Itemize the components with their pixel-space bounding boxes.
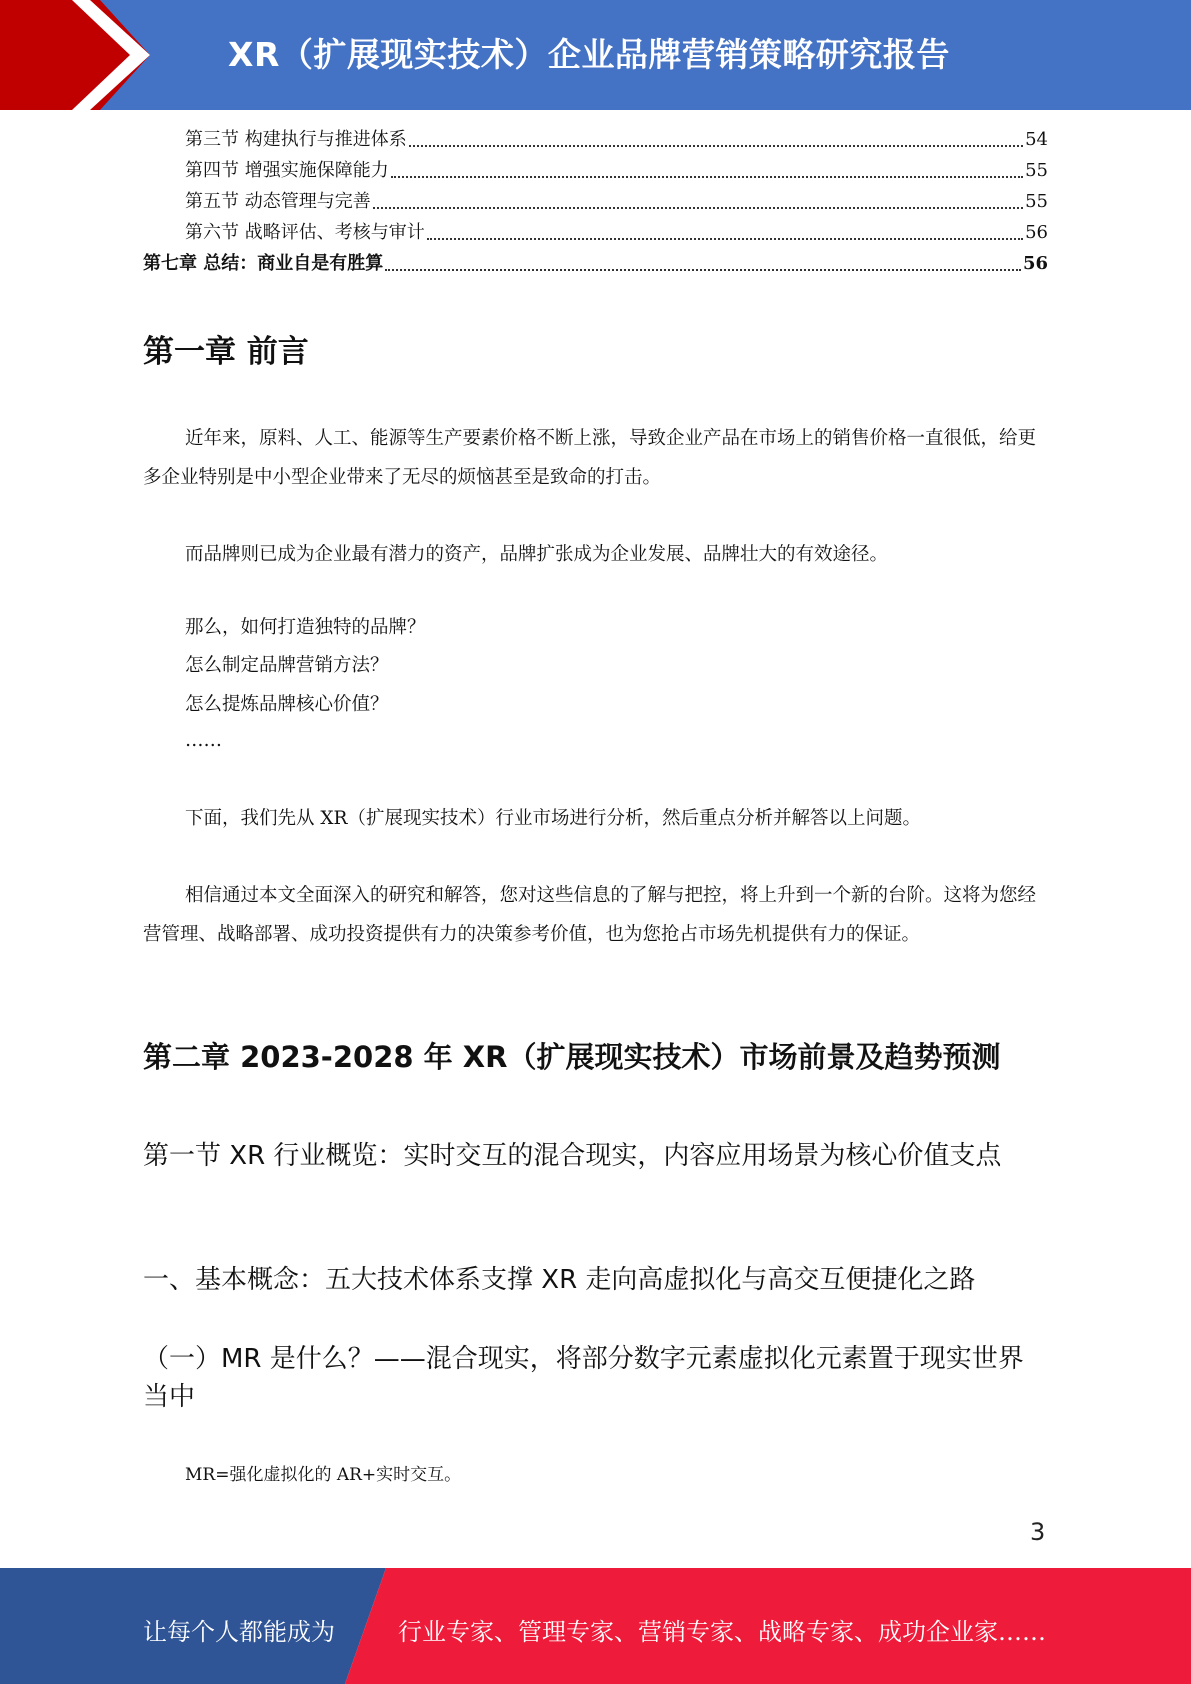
toc-entry-page: 55 [1025,160,1048,181]
page-number: 3 [1030,1518,1046,1546]
chapter-1-paragraph-4: 相信通过本文全面深入的研究和解答，您对这些信息的了解与把控，将上升到一个新的台阶。这将为您经营管理、战略部署、成功投资提供有力的决策参考价值，也为您抢占市场先机提供有力的保证。 [143,885,1037,945]
chapter-1-paragraph-2: 而品牌则已成为企业最有潜力的资产，品牌扩张成为企业发展、品牌壮大的有效途径。 [185,544,889,565]
chapter-1-heading: 第一章 前言 [143,334,309,370]
toc-leader-dots [409,145,1023,147]
footer-slogan-left: 让每个人都能成为 [143,1618,335,1646]
header-title: XR（扩展现实技术）企业品牌营销策略研究报告 [228,35,950,74]
table-of-contents [143,124,1048,279]
toc-leader-dots [391,176,1023,178]
mr-formula: MR=强化虚拟化的 AR+实时交互。 [185,1465,462,1485]
toc-entry-chapter[interactable] [143,248,1048,279]
question-3: 怎么提炼品牌核心价值？ [185,694,389,715]
toc-entry-page: 54 [1025,129,1048,150]
page-footer [0,1568,1191,1684]
footer-slogan-right: 行业专家、管理专家、营销专家、战略专家、成功企业家…… [398,1618,1046,1646]
section-1-heading: 第一节 XR 行业概览：实时交互的混合现实，内容应用场景为核心价值支点 [143,1141,1002,1171]
toc-leader-dots [385,269,1021,271]
subsection-1-1-heading: （一）MR 是什么？——混合现实，将部分数字元素虚拟化元素置于现实世界当中 [143,1344,1024,1412]
question-1: 那么，如何打造独特的品牌？ [185,617,426,638]
toc-entry-page: 55 [1025,191,1048,212]
toc-entry-label: 第四节 增强实施保障能力 [185,160,389,181]
toc-entry[interactable] [143,186,1048,217]
toc-entry-label: 第六节 战略评估、考核与审计 [185,222,425,243]
ellipsis: …… [185,730,222,751]
toc-entry[interactable] [143,124,1048,155]
toc-leader-dots [373,207,1023,209]
subsection-1-heading: 一、基本概念：五大技术体系支撑 XR 走向高虚拟化与高交互便捷化之路 [143,1265,976,1295]
toc-entry[interactable] [143,217,1048,248]
chapter-1-paragraph-3: 下面，我们先从 XR（扩展现实技术）行业市场进行分析，然后重点分析并解答以上问题。 [185,808,921,829]
chapter-2-heading: 第二章 2023-2028 年 XR（扩展现实技术）市场前景及趋势预测 [143,1040,1001,1074]
question-2: 怎么制定品牌营销方法？ [185,655,389,676]
toc-entry[interactable] [143,155,1048,186]
toc-leader-dots [427,238,1023,240]
toc-entry-page: 56 [1025,222,1048,243]
toc-entry-page: 56 [1022,253,1048,274]
page-header [0,0,1191,110]
chapter-1-paragraph-1: 近年来，原料、人工、能源等生产要素价格不断上涨，导致企业产品在市场上的销售价格一直很低，给更多企业特别是中小型企业带来了无尽的烦恼甚至是致命的打击。 [143,428,1037,488]
toc-entry-label: 第五节 动态管理与完善 [185,191,371,212]
toc-entry-label: 第七章 总结：商业自是有胜算 [143,253,384,274]
toc-entry-label: 第三节 构建执行与推进体系 [185,129,407,150]
